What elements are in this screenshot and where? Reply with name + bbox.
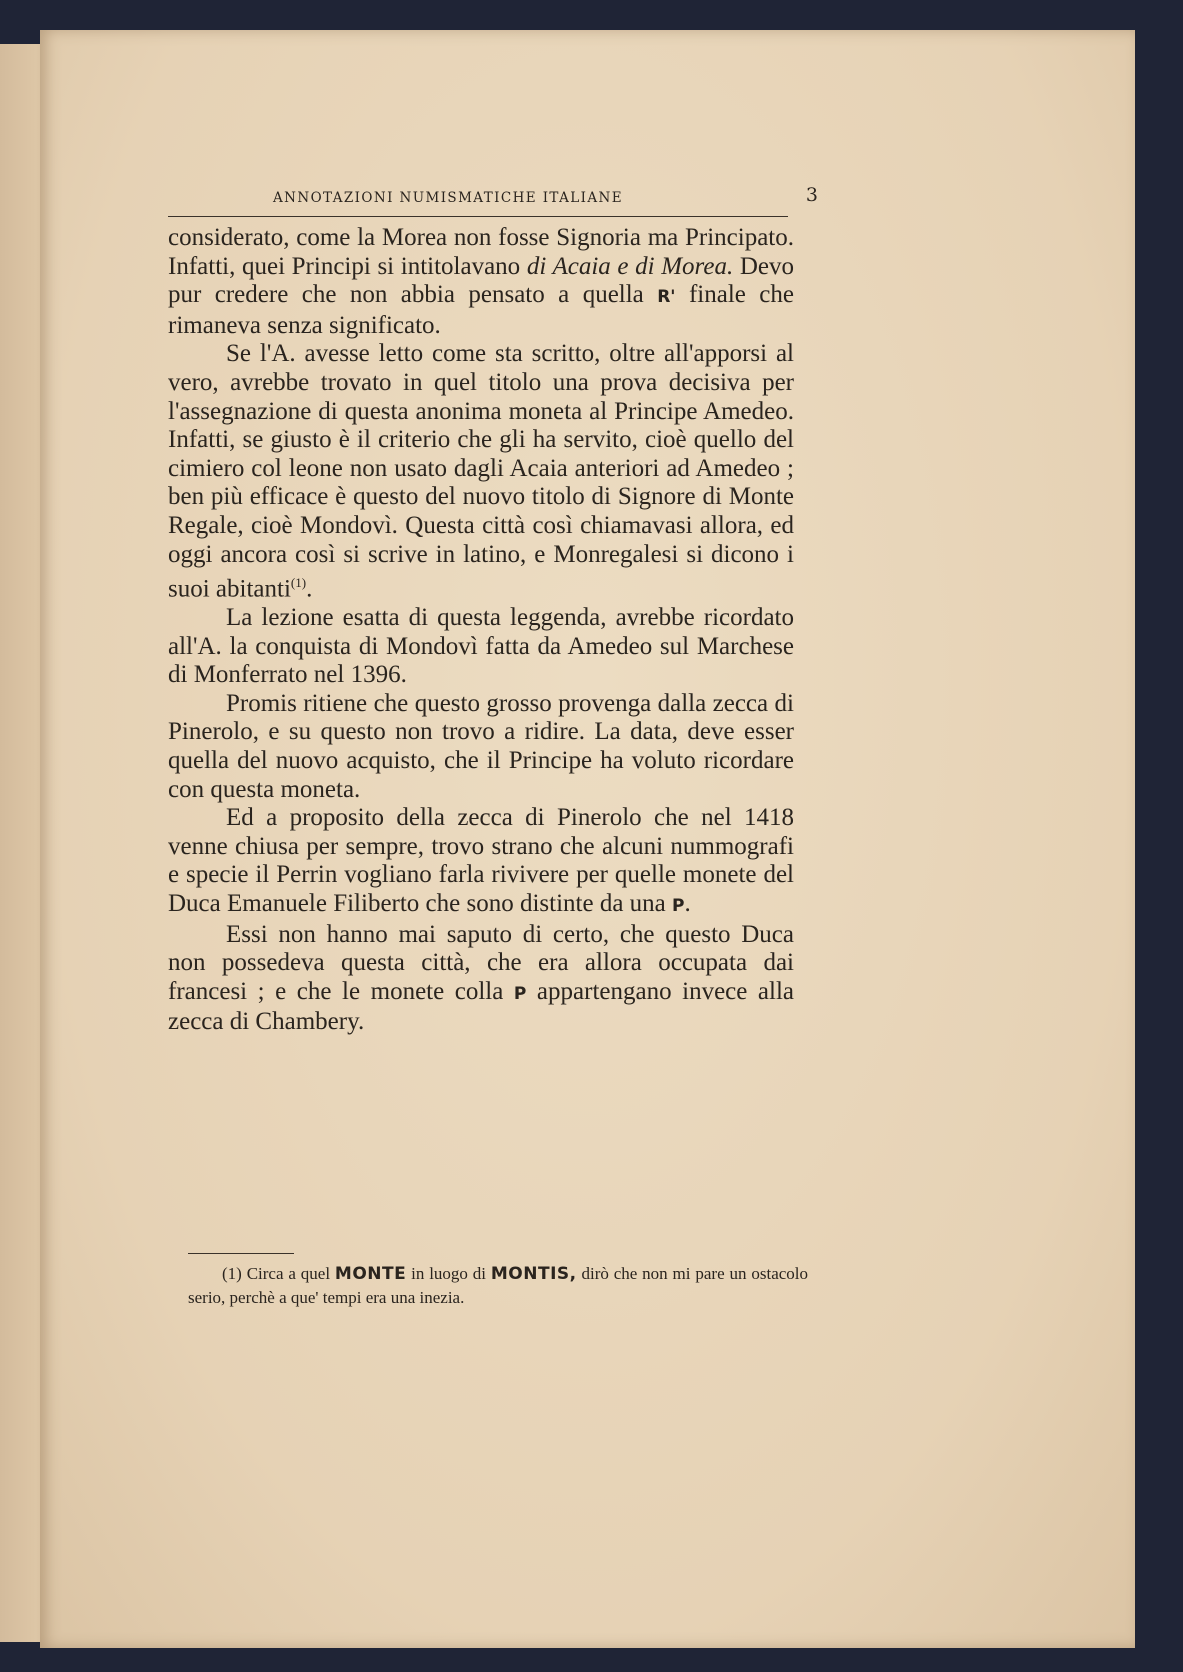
letter-p: P (672, 895, 685, 916)
running-title: ANNOTAZIONI NUMISMATICHE ITALIANE (273, 190, 623, 206)
monte-caps: MONTE (334, 1264, 407, 1284)
header-rule (168, 216, 788, 217)
paragraph-4: Promis ritiene che questo grosso provenga dalla zecca di Pinerolo, e su questo non trovo a ridire. La data, deve esser quella del nuovo acquisto, che il Principe ha voluto ricordare con questa moneta. (168, 689, 794, 803)
footnote-rule (188, 1253, 294, 1254)
running-head (168, 178, 828, 218)
letter-p: P (513, 983, 527, 1004)
letter-r: R' (657, 287, 676, 308)
paragraph-6: Essi non hanno mai saputo di certo, che questo Duca non possedeva questa città, che era allora occupata dai francesi ; e che le monete colla P appartengano invece alla zecca di Chambery. (168, 920, 794, 1036)
page-number: 3 (805, 184, 818, 206)
montis-caps: MONTIS, (490, 1264, 577, 1284)
footnote-text: (1) Circa a quel MONTE in luogo di MONTIS, dirò che non mi pare un ostacolo serio, perchè a que' tempi era una inezia. (188, 1264, 809, 1307)
paragraph-2: Se l'A. avesse letto come sta scritto, oltre all'apporsi al vero, avrebbe trovato in quel titolo una prova decisiva per l'assegnazione di questa anonima moneta al Principe Amedeo. Infatti, se giusto è il criterio che gli ha servito, cioè quello del cimiero col leone non usato dagli Acaia anteriori ad Amedeo ; ben più efficace è questo del nuovo titolo di Signore di Monte Regale, cioè Mondovì. Questa città così chiamavasi allora, ed oggi ancora così si scrive in latino, e Monregalesi si dicono i suoi abitanti$^{(1)}$. (168, 340, 794, 603)
italic-title: di Acaia e di Morea. (526, 252, 734, 280)
footnote-reference: (1) (290, 575, 307, 591)
footnote (188, 1262, 808, 1310)
paragraph-5: Ed a proposito della zecca di Pinerolo che nel 1418 venne chiusa per sempre, trovo strano che alcuni nummografi e specie il Perrin vogliano farla rivivere per quelle monete del Duca Emanuele Filiberto che sono distinte da una P. (168, 804, 794, 917)
paragraph-3: La lezione esatta di questa leggenda, avrebbe ricordato all'A. la conquista di Mondovì fatta da Amedeo sul Marchese di Monferrato nel 1396. (168, 604, 794, 689)
paragraph-1: considerato, come la Morea non fosse Signoria ma Principato. Infatti, quei Principi si intitolavano di Acaia e di Morea. Devo pur credere che non abbia pensato a quella R' finale che rimaneva senza significato. (168, 224, 794, 339)
body-text (168, 224, 794, 1037)
